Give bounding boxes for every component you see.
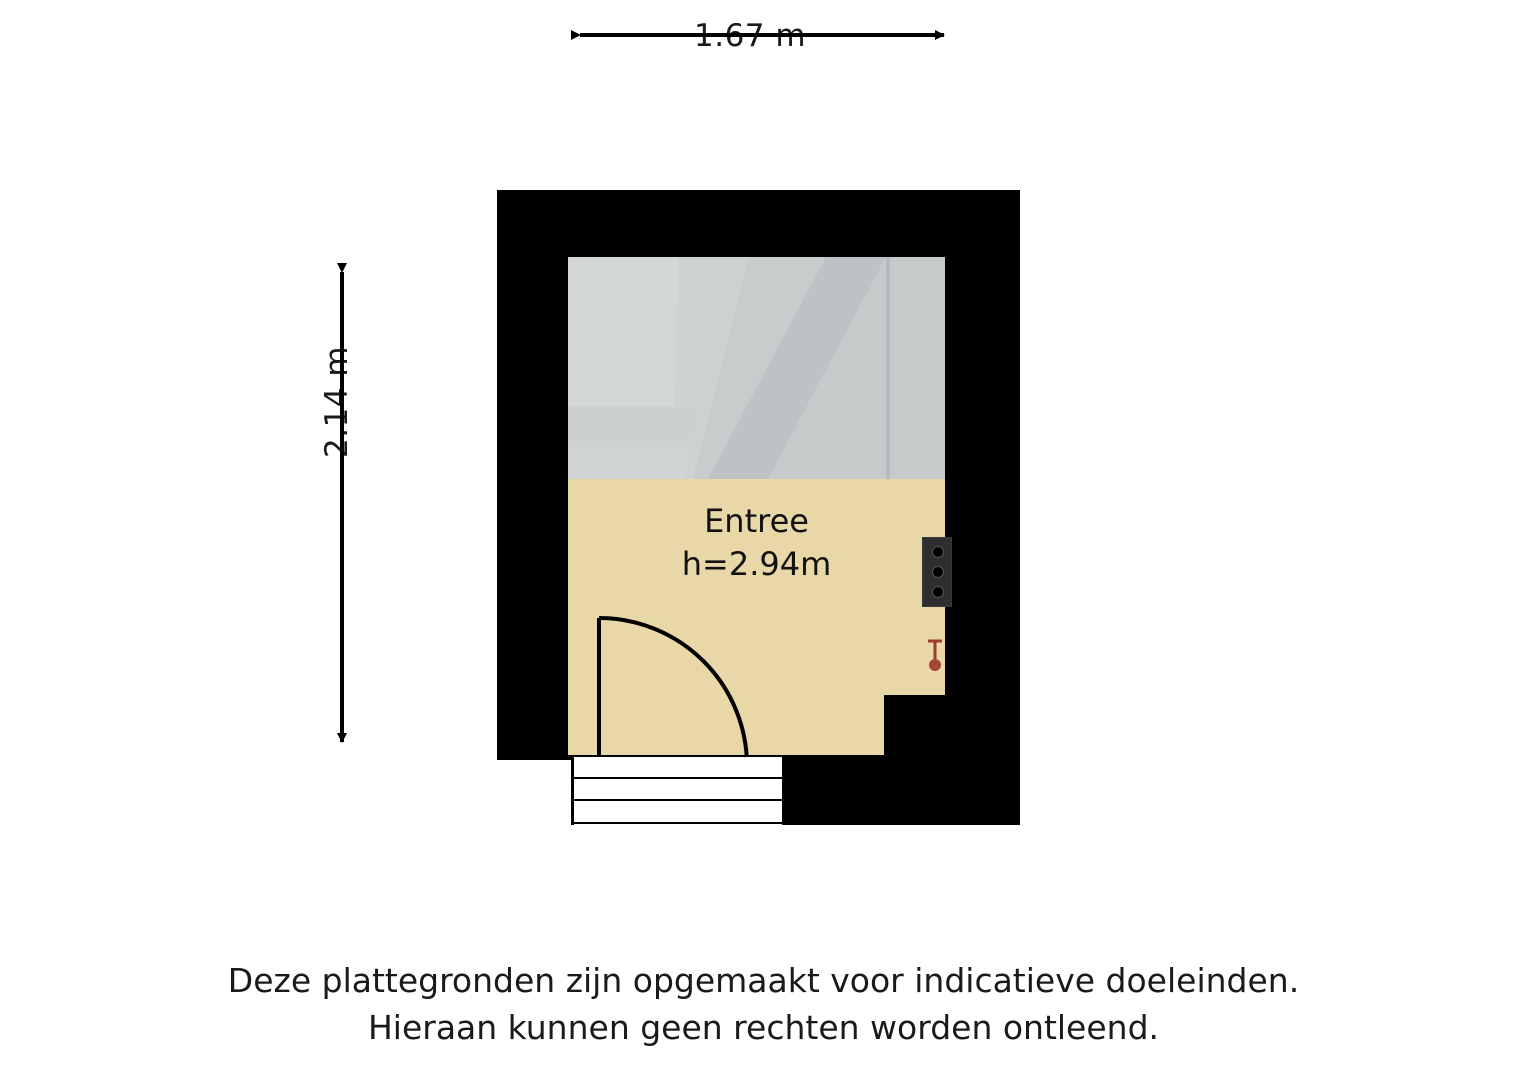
step-line [574, 822, 782, 824]
room-name-entree: Entree [704, 502, 809, 540]
wall-outlets-icon [922, 537, 952, 607]
disclaimer-text [0, 958, 1527, 1052]
room-height-entree: h=2.94m [681, 545, 832, 584]
dimension-width-label: 1.67 m [694, 18, 807, 54]
staircase-area [568, 257, 945, 479]
outlet-dot [932, 566, 944, 578]
disclaimer-line-2: Hieraan kunnen geen rechten worden ontleend. [367, 1007, 1160, 1047]
step-line [574, 755, 782, 757]
room-label-entree [568, 500, 945, 586]
floorplan-diagram [497, 190, 1020, 825]
step-line [574, 799, 782, 801]
outlet-dot [932, 586, 944, 598]
staircase-shading [568, 257, 945, 479]
entry-steps [571, 755, 785, 825]
disclaimer-line-1: Deze plattegronden zijn opgemaakt voor indicatieve doeleinden. [227, 961, 1300, 1000]
radiator-valve-icon [926, 638, 944, 672]
step-line [574, 777, 782, 779]
outlet-dot [932, 546, 944, 558]
dimension-height-label: 2.14 m [319, 345, 355, 458]
